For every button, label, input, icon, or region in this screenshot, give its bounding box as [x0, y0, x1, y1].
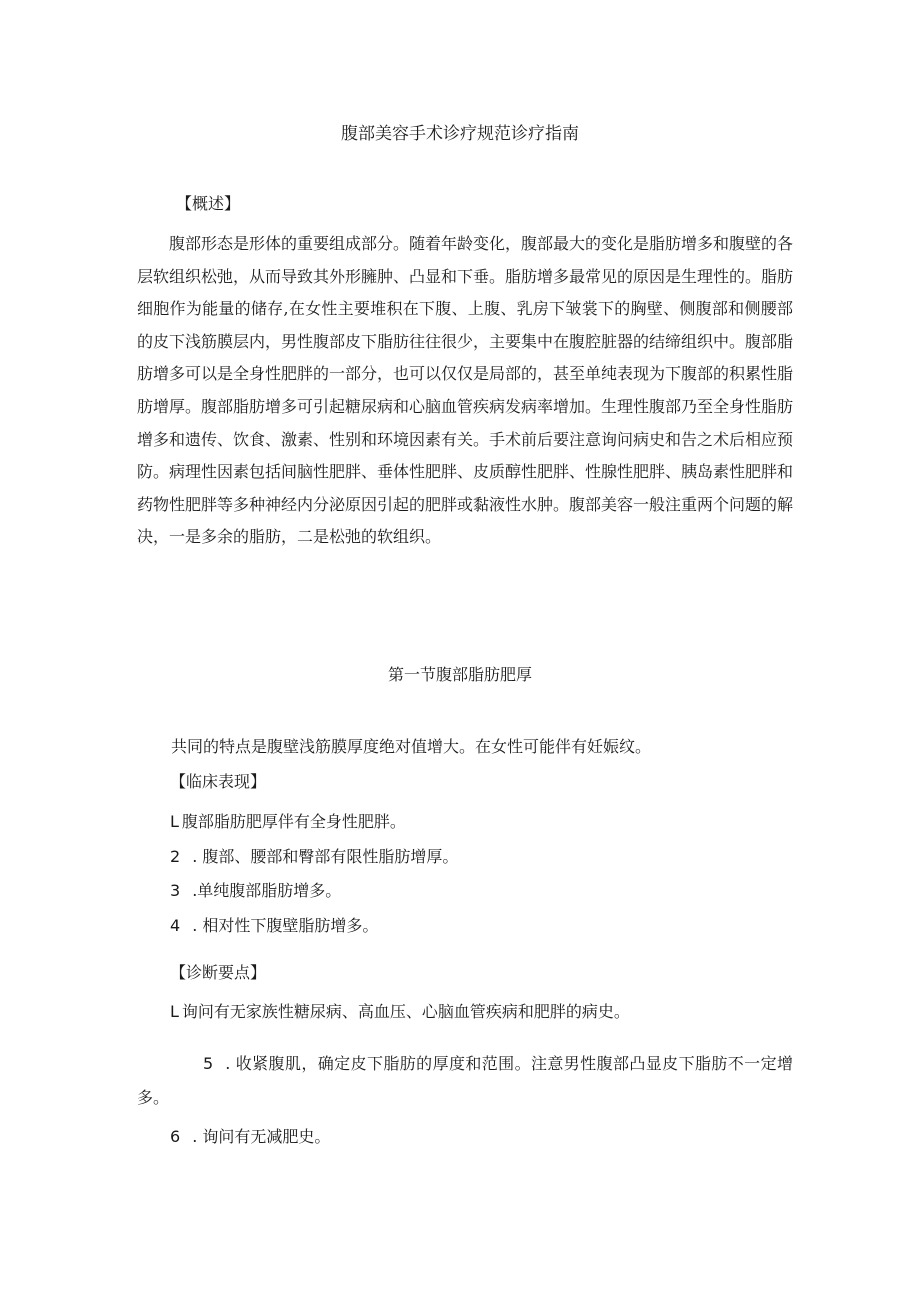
list-text: . 腹部、腰部和臀部有限性脂肪增厚。	[192, 847, 459, 866]
list-number: 2	[170, 847, 181, 866]
clinical-item	[170, 880, 341, 902]
list-text: 询问有无家族性糖尿病、高血压、心脑血管疾病和肥胖的病史。	[181, 1002, 630, 1021]
clinical-item	[170, 915, 378, 937]
list-number: 3	[170, 881, 181, 900]
common-feature-text: 共同的特点是腹壁浅筋膜厚度绝对值增大。在女性可能伴有妊娠纹。	[171, 737, 652, 756]
diagnosis-label: 【诊断要点】	[170, 963, 267, 982]
diagnosis-item	[137, 1047, 793, 1115]
diagnosis-item	[170, 1126, 330, 1148]
section-heading: 第一节腹部脂肪肥厚	[387, 665, 532, 684]
list-text: .单纯腹部脂肪增多。	[192, 881, 342, 900]
clinical-item	[170, 811, 406, 833]
list-text: . 相对性下腹壁脂肪增多。	[192, 916, 379, 935]
clinical-item	[170, 846, 458, 868]
list-number: 4	[170, 916, 181, 935]
list-number: 6	[170, 1127, 181, 1146]
list-text: . 询问有无减肥史。	[192, 1127, 331, 1146]
list-number: L	[170, 1002, 179, 1021]
list-text: 腹部脂肪肥厚伴有全身性肥胖。	[181, 812, 406, 831]
document-title: 腹部美容手术诊疗规范诊疗指南	[341, 124, 579, 144]
overview-label: 【概述】	[176, 194, 241, 213]
list-number: L	[170, 812, 179, 831]
overview-paragraph: 腹部形态是形体的重要组成部分。随着年龄变化，腹部最大的变化是脂肪增多和腹壁的各层软组织松弛，从而导致其外形臃肿、凸显和下垂。脂肪增多最常见的原因是生理性的。脂肪细胞作为能量的储存,在女性主要堆积在下腹、上腹、乳房下皱裳下的胸壁、侧腹部和侧腰部的皮下浅筋膜层内，男性腹部皮下脂肪往往很少，主要集中在腹腔脏器的结缔组织中。腹部脂肪增多可以是全身性肥胖的一部分，也可以仅仅是局部的，甚至单纯表现为下腹部的积累性脂肪增厚。腹部脂肪增多可引起糖尿病和心脑血管疾病发病率增加。生理性腹部乃至全身性脂肪增多和遗传、饮食、激素、性别和环境因素有关。手术前后要注意询问病史和告之术后相应预防。病理性因素包括间脑性肥胖、垂体性肥胖、皮质醇性肥胖、性腺性肥胖、胰岛素性肥胖和药物性肥胖等多种神经内分泌原因引起的肥胖或黏液性水肿。腹部美容一般注重两个问题的解决，一是多余的脂肪，二是松弛的软组织。	[137, 234, 794, 547]
clinical-label: 【临床表现】	[170, 772, 267, 791]
list-number: 5	[203, 1054, 214, 1073]
diagnosis-item	[170, 1001, 630, 1023]
list-text: . 收紧腹肌，确定皮下脂肪的厚度和范围。注意男性腹部凸显皮下脂肪不一定增多。	[137, 1054, 793, 1107]
